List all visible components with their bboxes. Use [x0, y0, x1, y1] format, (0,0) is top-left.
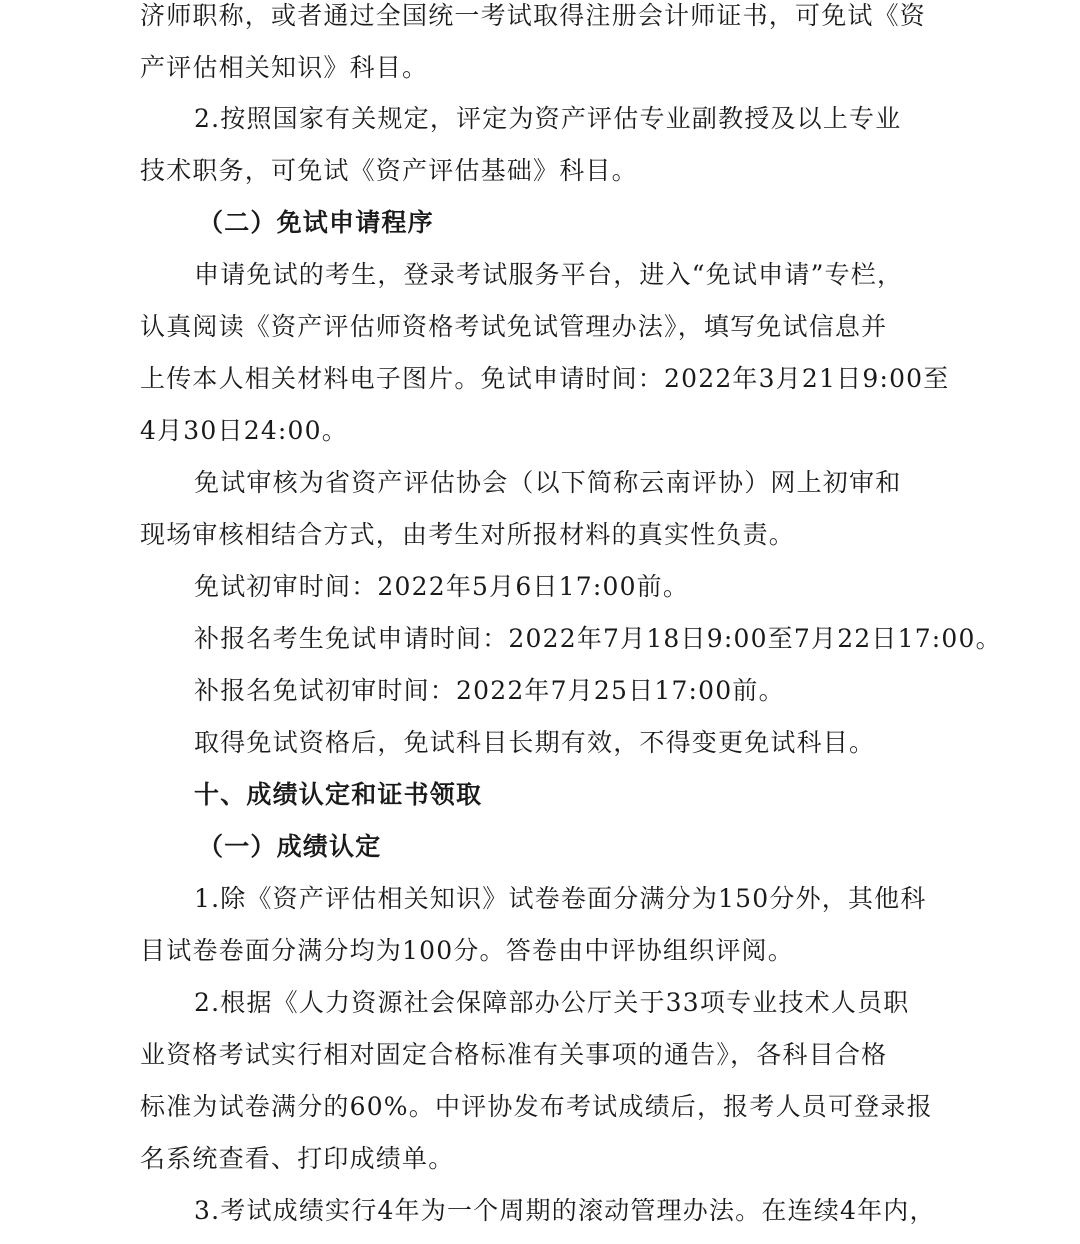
section-heading: （一）成绩认定 [198, 832, 382, 861]
paragraph-line: 济师职称，或者通过全国统一考试取得注册会计师证书，可免试《资 [140, 1, 927, 30]
paragraph-line: 申请免试的考生，登录考试服务平台，进入“免试申请”专栏， [194, 260, 904, 289]
paragraph-line: 上传本人相关材料电子图片。免试申请时间：2022年3月21日9:00至 [140, 364, 950, 393]
paragraph-line: 取得免试资格后，免试科目长期有效，不得变更免试科目。 [194, 728, 876, 757]
paragraph-line: 4月30日24:00。 [140, 416, 348, 445]
chapter-heading: 十、成绩认定和证书领取 [194, 780, 483, 809]
section-heading: （二）免试申请程序 [198, 208, 434, 237]
paragraph-line: 目试卷卷面分满分均为100分。答卷由中评协组织评阅。 [140, 936, 794, 965]
paragraph-line: 名系统查看、打印成绩单。 [140, 1144, 455, 1173]
paragraph-line: 补报名考生免试申请时间：2022年7月18日9:00至7月22日17:00。 [194, 624, 1002, 653]
paragraph-line: 标准为试卷满分的60%。中评协发布考试成绩后，报考人员可登录报 [140, 1092, 933, 1121]
paragraph-line: 1.除《资产评估相关知识》试卷卷面分满分为150分外，其他科 [194, 884, 927, 913]
paragraph-line: 2.根据《人力资源社会保障部办公厅关于33项专业技术人员职 [194, 988, 910, 1017]
paragraph-line: 免试初审时间：2022年5月6日17:00前。 [194, 572, 690, 601]
paragraph-line: 业资格考试实行相对固定合格标准有关事项的通告》，各科目合格 [140, 1040, 888, 1069]
paragraph-line: 技术职务，可免试《资产评估基础》科目。 [140, 156, 638, 185]
paragraph-line: 补报名免试初审时间：2022年7月25日17:00前。 [194, 676, 785, 705]
paragraph-line: 产评估相关知识》科目。 [140, 53, 429, 82]
paragraph-line: 现场审核相结合方式，由考生对所报材料的真实性负责。 [140, 520, 796, 549]
paragraph-line: 2.按照国家有关规定，评定为资产评估专业副教授及以上专业 [194, 104, 902, 133]
paragraph-line: 3.考试成绩实行4年为一个周期的滚动管理办法。在连续4年内， [194, 1196, 936, 1225]
paragraph-line: 认真阅读《资产评估师资格考试免试管理办法》，填写免试信息并 [140, 312, 888, 341]
paragraph-line: 免试审核为省资产评估协会（以下简称云南评协）网上初审和 [194, 468, 902, 497]
